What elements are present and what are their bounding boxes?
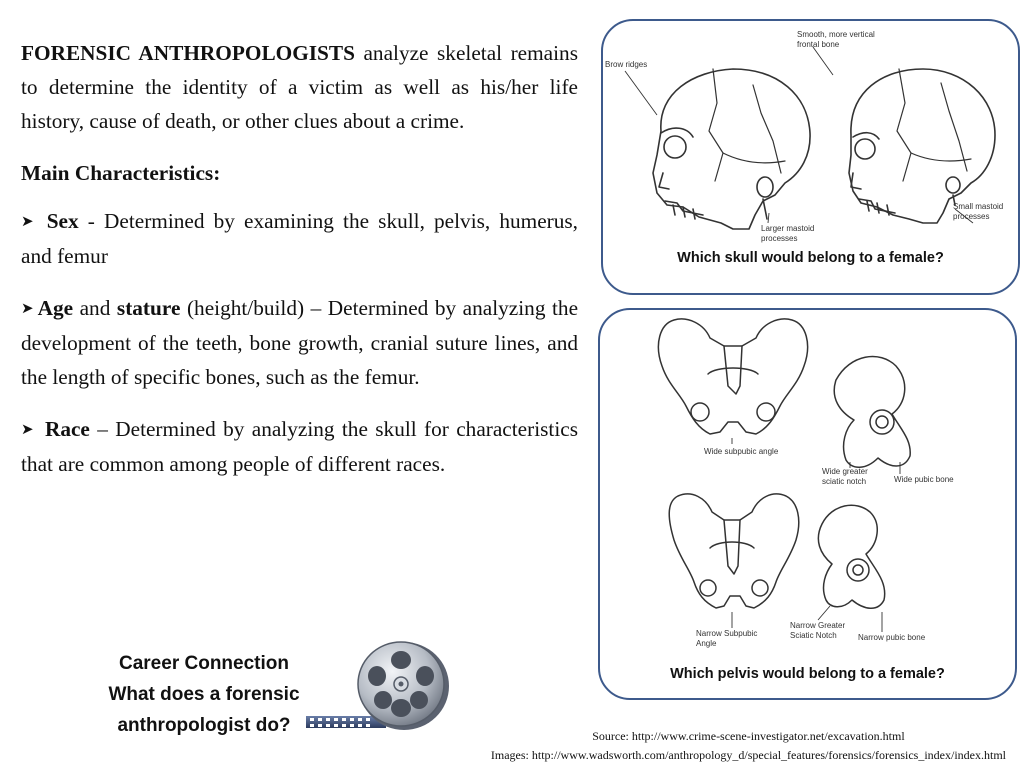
wide-subpubic-label: Wide subpubic angle [704, 447, 779, 456]
age-term: Age [37, 296, 74, 320]
pelvis-caption: Which pelvis would belong to a female? [670, 666, 945, 682]
wide-greater-label-1: Wide greater [822, 467, 868, 476]
age-conj: and [79, 296, 111, 320]
race-term: Race [44, 417, 90, 441]
frontal-bone-label-2: frontal bone [797, 40, 840, 49]
intro-text: analyze skeletal remains to determine the identity of a victim as well as his/her life history, cause of death, or other clues about a crime. [21, 41, 578, 133]
main-characteristics-heading: Main Characteristics: [21, 161, 221, 185]
skull-illustration [603, 23, 1017, 248]
narrow-subpubic-label-1: Narrow Subpubic [696, 629, 758, 638]
pelvis-illustration [600, 310, 1014, 655]
stature-term: stature [116, 296, 181, 320]
arrow-right-icon: ➤ [21, 422, 34, 438]
skull-caption: Which skull would belong to a female? [677, 250, 944, 266]
arrow-right-icon: ➤ [21, 301, 34, 317]
pelvis-comparison-panel [598, 308, 1017, 700]
larger-mastoid-label-1: Larger mastoid [761, 224, 815, 233]
sex-term: Sex [46, 209, 79, 233]
career-line-3: anthropologist do? [117, 715, 291, 736]
age-item [21, 291, 578, 394]
race-text: – Determined by analyzing the skull for characteristics that are common among people of different races. [21, 417, 579, 476]
wide-pubic-label: Wide pubic bone [894, 475, 954, 484]
narrow-subpubic-label-2: Angle [696, 639, 717, 648]
skull-comparison-panel [601, 19, 1020, 295]
intro-heading: FORENSIC ANTHROPOLOGISTS [21, 41, 355, 65]
arrow-right-icon: ➤ [21, 214, 34, 230]
career-line-2: What does a forensic [108, 684, 300, 705]
sex-text: - Determined by examining the skull, pelvis, humerus, and femur [21, 209, 579, 268]
narrow-greater-label-1: Narrow Greater [790, 621, 846, 630]
narrow-pubic-label: Narrow pubic bone [858, 633, 926, 642]
source-line: Source: http://www.crime-scene-investigator.net/excavation.html [592, 729, 905, 743]
career-connection-text [88, 648, 320, 741]
wide-greater-label-2: sciatic notch [822, 477, 867, 486]
film-reel-icon[interactable] [304, 640, 452, 736]
brow-ridges-label: Brow ridges [605, 60, 648, 69]
images-line: Images: http://www.wadsworth.com/anthropology_d/special_features/forensics/forensics_index/index.html [490, 748, 1006, 762]
larger-mastoid-label-2: processes [761, 234, 798, 243]
sex-item [21, 204, 578, 273]
frontal-bone-label-1: Smooth, more vertical [797, 30, 875, 39]
intro-paragraph [21, 36, 578, 138]
main-text-column [21, 36, 578, 499]
age-text: (height/build) – Determined by analyzing the development of the teeth, bone growth, cranial suture lines, and the length of specific bones, such as the femur. [21, 296, 579, 389]
source-credits [491, 727, 1006, 765]
narrow-greater-label-2: Sciatic Notch [790, 631, 837, 640]
small-mastoid-label-2: processes [953, 212, 990, 221]
race-item [21, 412, 578, 481]
small-mastoid-label-1: Small mastoid [953, 202, 1004, 211]
career-line-1: Career Connection [119, 653, 289, 674]
